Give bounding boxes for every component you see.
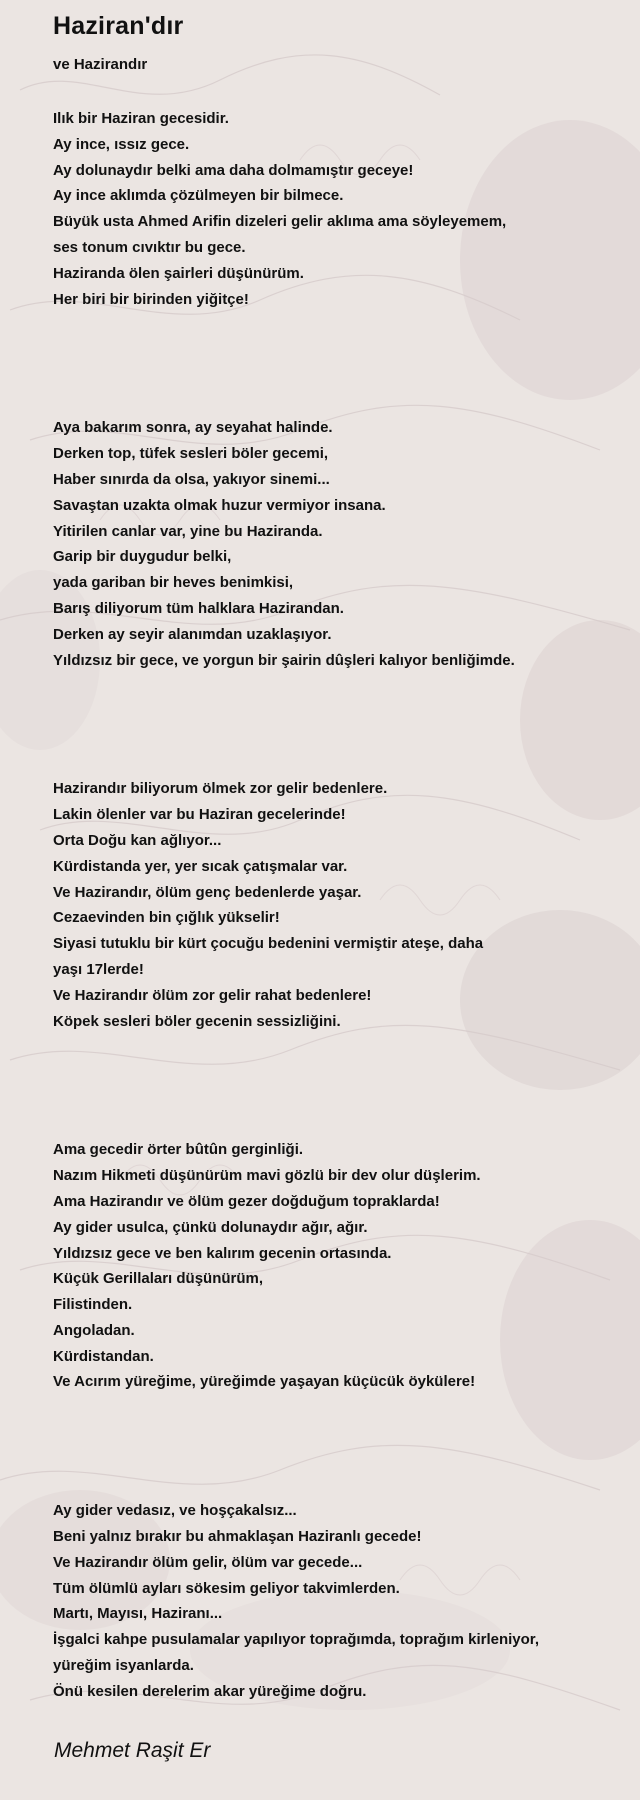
poem-title: Haziran'dır <box>53 12 184 40</box>
poem-line: yaşı 17lerde! <box>53 960 144 978</box>
poem-subtitle: ve Hazirandır <box>53 56 148 73</box>
poem-line: Filistinden. <box>53 1296 133 1314</box>
poem-line: Barış diliyorum tüm halklara Hazirandan. <box>53 599 344 617</box>
stanza-2 <box>53 415 633 673</box>
poem-line: Savaştan uzakta olmak huzur vermiyor insana. <box>53 496 386 514</box>
poem-line: Cezaevinden bin çığlık yükselir! <box>53 909 280 927</box>
poem-line: Yıldızsız gece ve ben kalırım gecenin ortasında. <box>53 1244 392 1262</box>
poem-line: Ve Acırım yüreğime, yüreğimde yaşayan küçücük öykülere! <box>53 1373 476 1391</box>
poem-line: Kürdistanda yer, yer sıcak çatışmalar var. <box>53 857 348 875</box>
poem-line: ses tonum cıvıktır bu gece. <box>53 238 246 256</box>
poem-container <box>53 10 633 1705</box>
poem-line: Yitirilen canlar var, yine bu Haziranda. <box>53 522 323 540</box>
poem-line: Tüm ölümlü ayları sökesim geliyor takvimlerden. <box>53 1579 400 1597</box>
poem-line: Beni yalnız bırakır bu ahmaklaşan Haziranlı gecede! <box>53 1528 422 1546</box>
poem-line: yüreğim isyanlarda. <box>53 1657 194 1675</box>
poem-line: Ay dolunaydır belki ama daha dolmamıştır geceye! <box>53 161 414 179</box>
poem-line: Hazirandır biliyorum ölmek zor gelir bedenlere. <box>53 780 388 798</box>
poem-line: Haber sınırda da olsa, yakıyor sinemi... <box>53 470 330 488</box>
poem-line: Orta Doğu kan ağlıyor... <box>53 831 222 849</box>
stanza-5 <box>53 1498 633 1704</box>
poem-line: yada gariban bir heves benimkisi, <box>53 574 294 592</box>
poem-line: Ama Hazirandır ve ölüm gezer doğduğum topraklarda! <box>53 1192 440 1210</box>
poem-line: Nazım Hikmeti düşünürüm mavi gözlü bir dev olur düşlerim. <box>53 1167 481 1185</box>
poem-line: İşgalci kahpe pusulamalar yapılıyor toprağımda, toprağım kirleniyor, <box>53 1631 539 1649</box>
poem-line: Küçük Gerillaları düşünürüm, <box>53 1270 264 1288</box>
poem-line: Martı, Mayısı, Haziranı... <box>53 1605 223 1623</box>
poem-line: Ve Hazirandır ölüm gelir, ölüm var gecede... <box>53 1553 363 1571</box>
poem-line: Yıldızsız bir gece, ve yorgun bir şairin dûşleri kalıyor benliğimde. <box>53 651 515 669</box>
poem-line: Köpek sesleri böler gecenin sessizliğini. <box>53 1012 341 1030</box>
poem-line: Ve Hazirandır ölüm zor gelir rahat bedenlere! <box>53 986 372 1004</box>
poem-line: Siyasi tutuklu bir kürt çocuğu bedenini vermiştir ateşe, daha <box>53 935 484 953</box>
poem-line: Angoladan. <box>53 1321 135 1339</box>
poem-line: Ay ince aklımda çözülmeyen bir bilmece. <box>53 187 344 205</box>
poem-line: Ay ince, ıssız gece. <box>53 135 190 153</box>
poem-line: Haziranda ölen şairleri düşünürüm. <box>53 264 304 282</box>
stanza-3 <box>53 776 633 1034</box>
poem-line: Ilık bir Haziran gecesidir. <box>53 110 229 127</box>
poem-line: Kürdistandan. <box>53 1347 154 1365</box>
poem-line: Derken top, tüfek sesleri böler gecemi, <box>53 445 329 463</box>
poem-line: Derken ay seyir alanımdan uzaklaşıyor. <box>53 625 332 643</box>
poem-author: Mehmet Raşit Er <box>54 1739 211 1762</box>
poem-line: Aya bakarım sonra, ay seyahat halinde. <box>53 419 333 437</box>
poem-line: Önü kesilen derelerim akar yüreğime doğru. <box>53 1682 367 1700</box>
poem-line: Büyük usta Ahmed Arifin dizeleri gelir aklıma ama söyleyemem, <box>53 213 507 231</box>
poem-line: Ay gider usulca, çünkü dolunaydır ağır, ağır. <box>53 1218 368 1236</box>
stanza-4 <box>53 1137 633 1395</box>
poem-line: Her biri bir birinden yiğitçe! <box>53 290 249 308</box>
poem-line: Lakin ölenler var bu Haziran gecelerinde! <box>53 806 346 824</box>
poem-line: Ve Hazirandır, ölüm genç bedenlerde yaşar. <box>53 883 362 901</box>
stanza-1 <box>53 106 633 312</box>
poem-line: Ay gider vedasız, ve hoşçakalsız... <box>53 1502 297 1520</box>
poem-line: Ama gecedir örter bûtûn gerginliği. <box>53 1141 304 1159</box>
poem-line: Garip bir duygudur belki, <box>53 548 232 566</box>
